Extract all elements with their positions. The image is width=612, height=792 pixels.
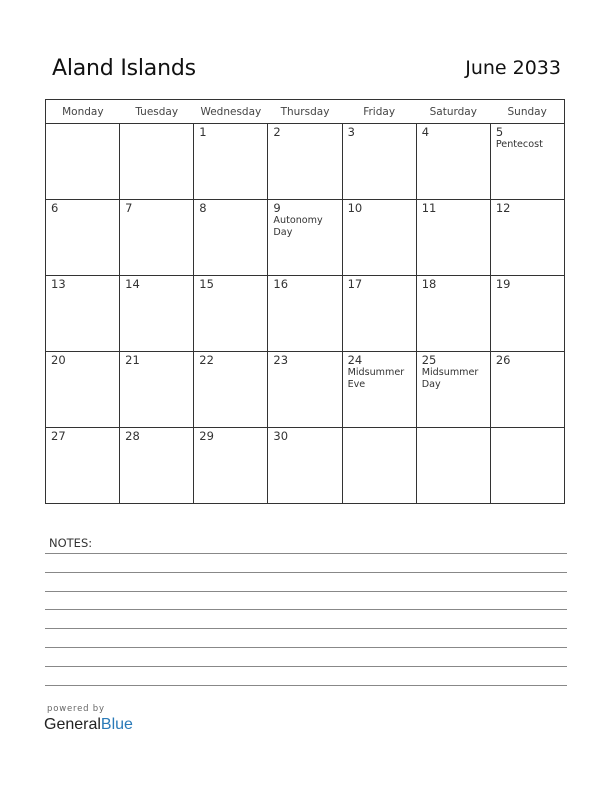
powered-by-text: powered by <box>47 704 105 714</box>
brand-blue: Blue <box>100 716 133 733</box>
day-number: 14 <box>125 277 140 291</box>
weekday-header-row <box>46 100 565 124</box>
week-row <box>46 124 565 200</box>
day-number: 18 <box>421 277 437 291</box>
day-cell <box>120 428 194 504</box>
day-number: 3 <box>347 125 355 139</box>
day-cell <box>490 124 564 200</box>
day-cell <box>46 200 120 276</box>
day-number: 21 <box>125 353 140 367</box>
day-cell <box>194 352 268 428</box>
note-line <box>45 685 567 686</box>
day-cell <box>194 276 268 352</box>
day-number: 11 <box>421 201 437 215</box>
brand-general: General <box>44 716 101 733</box>
note-line <box>45 666 567 667</box>
holiday-label: Midsummer Day <box>421 367 479 390</box>
generalblue-logo <box>44 716 133 734</box>
day-cell <box>194 124 268 200</box>
calendar-month: June 2033 <box>465 57 561 79</box>
day-cell <box>268 276 342 352</box>
note-line <box>45 609 567 610</box>
day-number: 6 <box>51 201 59 215</box>
week-row <box>46 276 565 352</box>
day-cell <box>490 276 564 352</box>
week-row <box>46 428 565 504</box>
day-cell <box>342 276 416 352</box>
day-number: 13 <box>51 277 66 291</box>
day-cell <box>490 200 564 276</box>
day-number: 23 <box>273 353 289 367</box>
calendar-title: Aland Islands <box>52 56 196 81</box>
day-cell <box>120 124 194 200</box>
day-cell <box>416 200 490 276</box>
day-number: 16 <box>273 277 289 291</box>
day-number: 20 <box>51 353 66 367</box>
note-line <box>45 572 567 573</box>
weekday-tuesday: Tuesday <box>120 100 194 124</box>
day-cell <box>120 352 194 428</box>
day-number: 27 <box>51 429 66 443</box>
day-number: 5 <box>495 125 504 139</box>
holiday-label: Midsummer Eve <box>347 367 405 390</box>
day-number: 10 <box>347 201 363 215</box>
day-cell <box>268 200 342 276</box>
note-line <box>45 591 567 592</box>
day-cell <box>268 352 342 428</box>
day-cell <box>194 200 268 276</box>
day-number: 1 <box>199 125 207 139</box>
day-cell <box>120 276 194 352</box>
notes-label: NOTES: <box>49 536 93 550</box>
day-cell <box>46 276 120 352</box>
day-cell <box>268 428 342 504</box>
day-number: 15 <box>199 277 214 291</box>
day-cell <box>416 124 490 200</box>
day-cell <box>490 428 564 504</box>
note-line <box>45 628 567 629</box>
day-number: 2 <box>273 125 281 139</box>
day-number: 29 <box>199 429 214 443</box>
day-cell <box>416 352 490 428</box>
day-number: 17 <box>347 277 363 291</box>
day-cell <box>194 428 268 504</box>
day-number: 7 <box>125 201 133 215</box>
day-number: 12 <box>495 201 511 215</box>
day-cell <box>46 428 120 504</box>
holiday-label: Autonomy Day <box>273 215 323 238</box>
day-number: 25 <box>421 353 437 367</box>
day-number: 8 <box>199 201 207 215</box>
day-cell <box>416 276 490 352</box>
weekday-saturday: Saturday <box>416 100 490 124</box>
day-cell <box>46 352 120 428</box>
weekday-thursday: Thursday <box>268 100 342 124</box>
weekday-sunday: Sunday <box>490 100 564 124</box>
day-number: 26 <box>495 353 511 367</box>
day-cell <box>490 352 564 428</box>
day-number: 9 <box>273 201 281 215</box>
day-cell <box>342 428 416 504</box>
calendar-grid <box>45 99 565 504</box>
day-cell <box>120 200 194 276</box>
day-number: 30 <box>273 429 289 443</box>
weekday-monday: Monday <box>46 100 120 124</box>
day-number: 28 <box>125 429 140 443</box>
day-number: 24 <box>347 353 363 367</box>
note-line <box>45 553 567 554</box>
day-number: 19 <box>495 277 511 291</box>
day-cell <box>46 124 120 200</box>
note-line <box>45 647 567 648</box>
weekday-friday: Friday <box>342 100 416 124</box>
day-cell <box>342 200 416 276</box>
day-number: 22 <box>199 353 214 367</box>
weekday-wednesday: Wednesday <box>194 100 268 124</box>
week-row <box>46 352 565 428</box>
day-cell <box>342 352 416 428</box>
day-cell <box>416 428 490 504</box>
day-cell <box>268 124 342 200</box>
week-row <box>46 200 565 276</box>
holiday-label: Pentecost <box>495 139 543 150</box>
day-number: 4 <box>421 125 430 139</box>
day-cell <box>342 124 416 200</box>
